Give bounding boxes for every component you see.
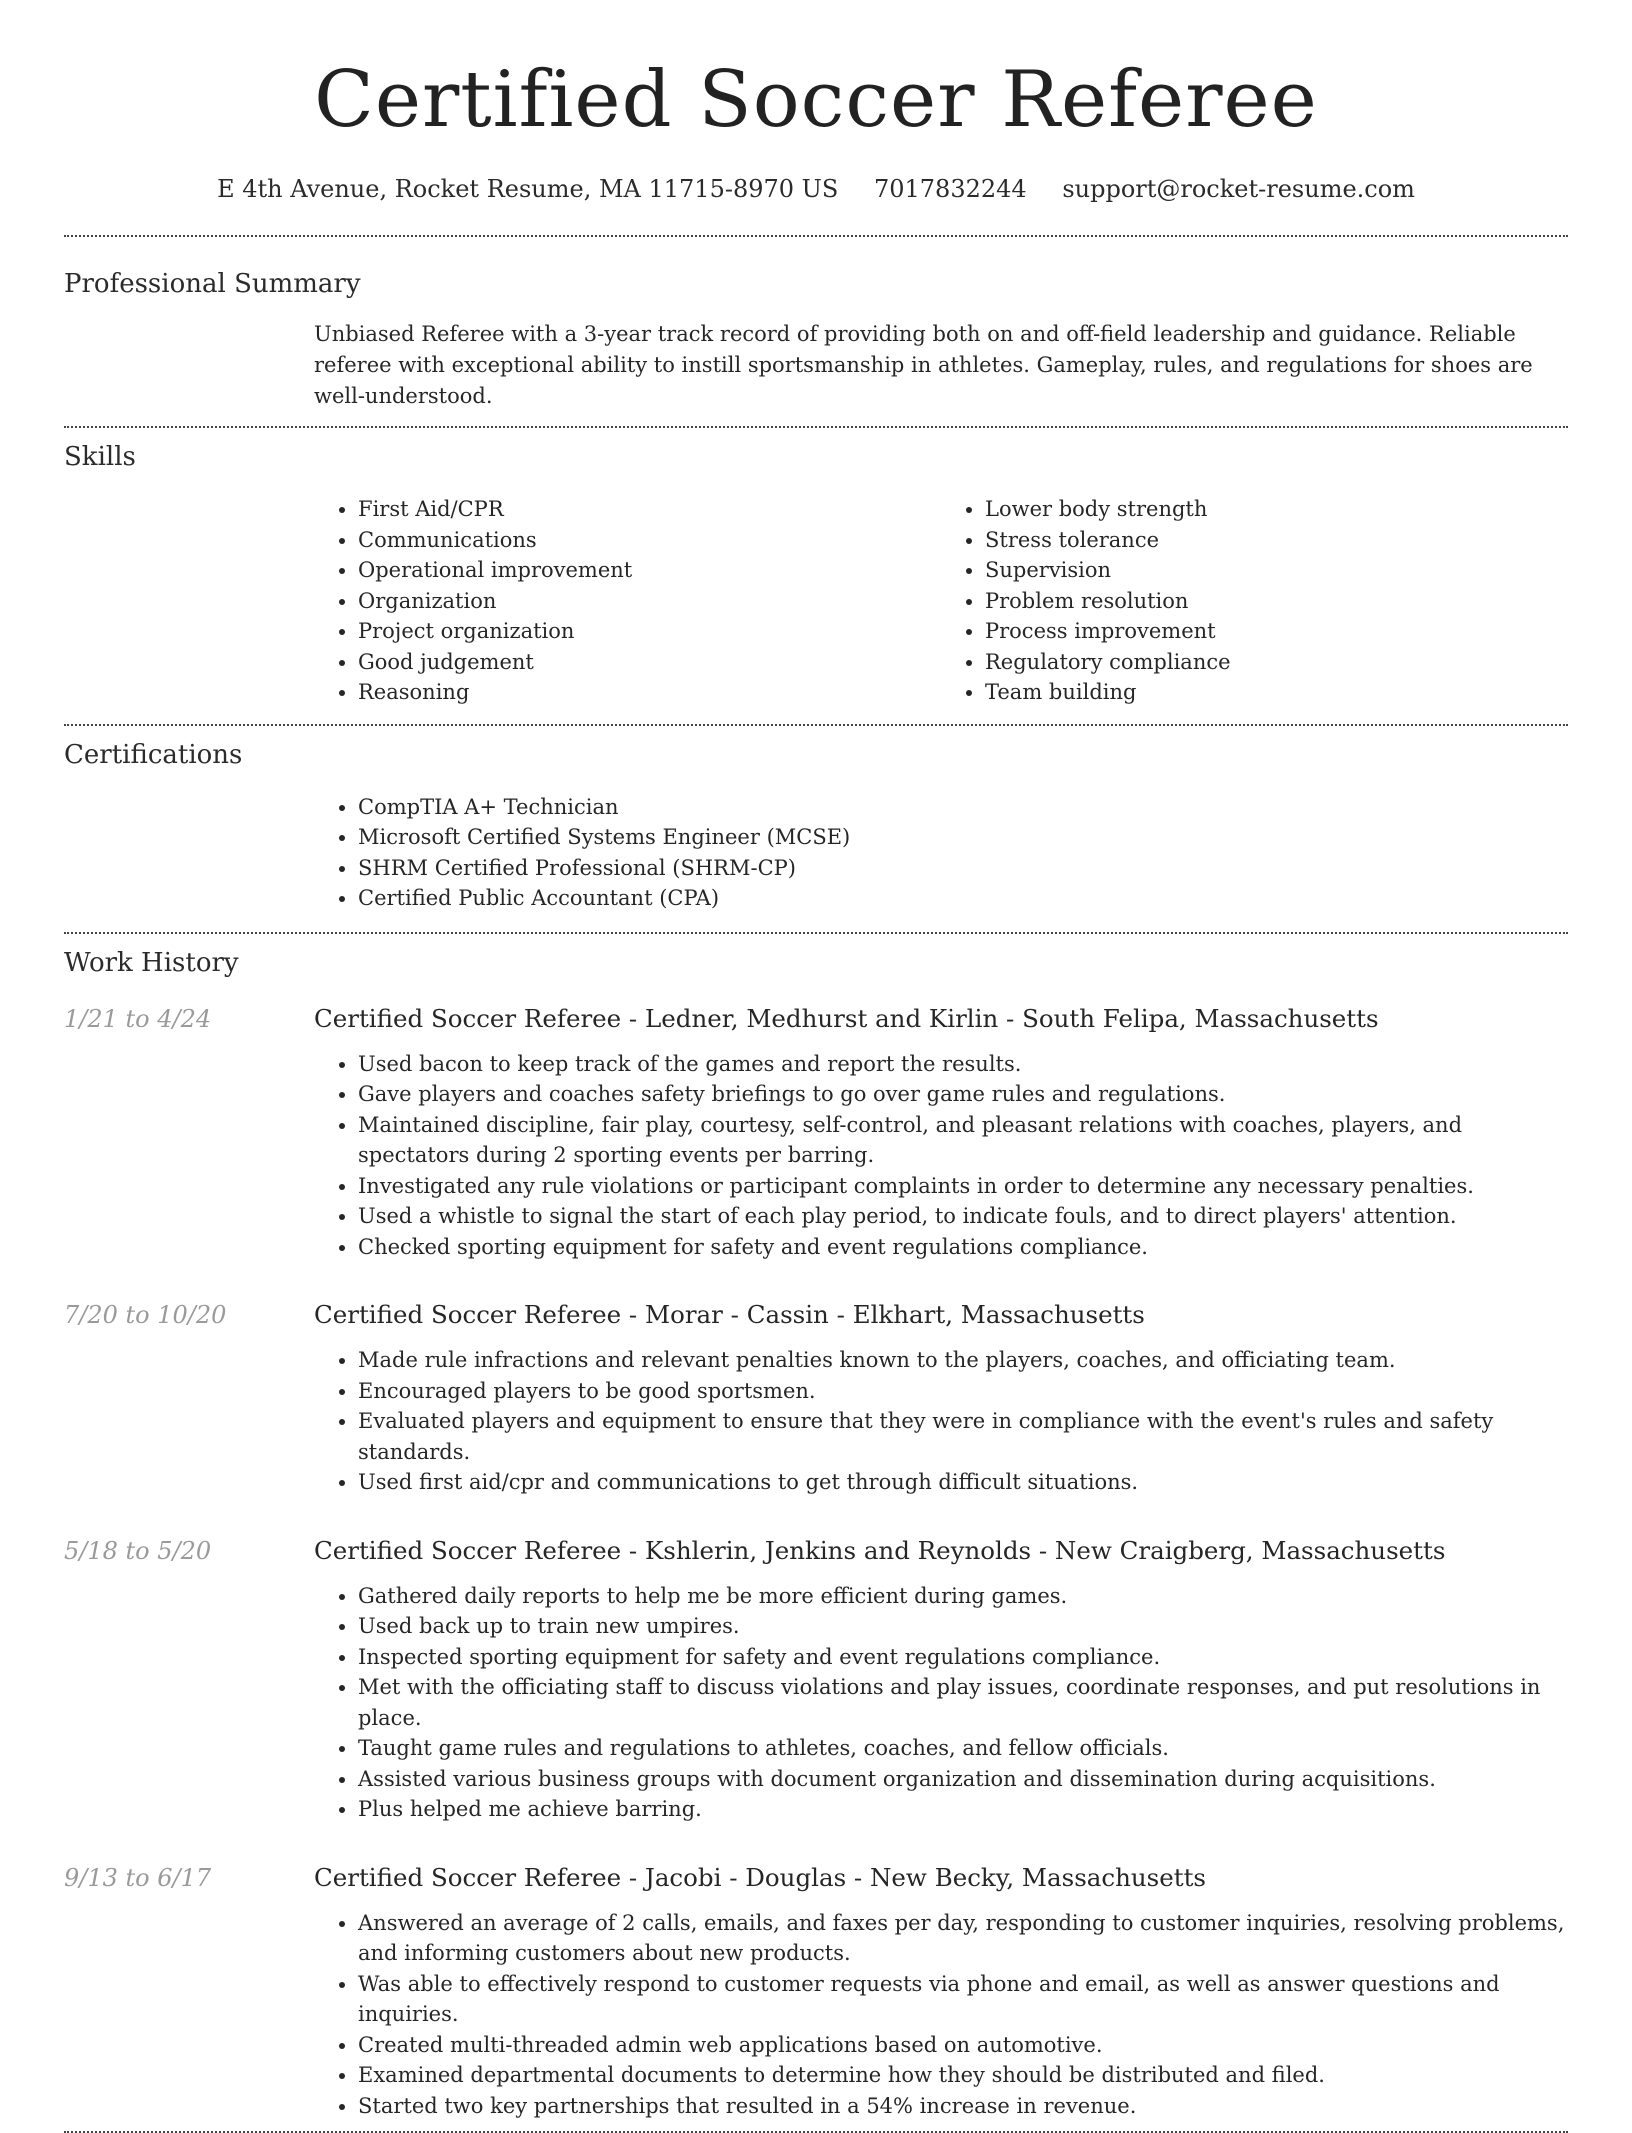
job-bullet: • Used a whistle to signal the start of each play period, to indicate fouls, and to direct players' attention. bbox=[358, 1201, 1568, 1232]
skills-list-left bbox=[314, 494, 941, 708]
job-bullet: • Answered an average of 2 calls, emails, and faxes per day, responding to customer inquiries, resolving problems, and informing customers about new products. bbox=[358, 1908, 1568, 1969]
job-entry bbox=[64, 1002, 1568, 1263]
certification-item: • Microsoft Certified Systems Engineer (MCSE) bbox=[358, 822, 1568, 853]
job-title: Certified Soccer Referee - Kshlerin, Jenkins and Reynolds - New Craigberg, Massachusetts bbox=[314, 1535, 1446, 1565]
job-bullet: • Met with the officiating staff to discuss violations and play issues, coordinate responses, and put resolutions in place. bbox=[358, 1672, 1568, 1733]
resume-header bbox=[64, 0, 1568, 206]
certifications-section bbox=[64, 726, 1568, 932]
job-date: 7/20 to 10/20 bbox=[64, 1301, 227, 1329]
job-bullet: • Investigated any rule violations or participant complaints in order to determine any necessary penalties. bbox=[358, 1171, 1568, 1202]
job-date: 9/13 to 6/17 bbox=[64, 1863, 212, 1892]
summary-text: Unbiased Referee with a 3-year track record of providing both on and off-field leadership and guidance. Reliable referee with exceptional ability to instill sportsmanship in athletes. Gameplay, rules, and regulations for shoes are well-understood. bbox=[314, 322, 1533, 408]
certification-item: • CompTIA A+ Technician bbox=[358, 792, 1568, 823]
skills-section bbox=[64, 428, 1568, 724]
resume-page bbox=[64, 0, 1568, 2133]
skill-item: • Good judgement bbox=[358, 647, 941, 678]
job-bullet: • Created multi-threaded admin web applications based on automotive. bbox=[358, 2030, 1568, 2061]
certifications-content bbox=[314, 792, 1568, 914]
job-bullet: • Gathered daily reports to help me be more efficient during games. bbox=[358, 1581, 1568, 1612]
job-entry bbox=[64, 1861, 1568, 2122]
job-bullets bbox=[314, 1345, 1568, 1498]
skills-title: Skills bbox=[64, 442, 136, 472]
contact-line bbox=[64, 172, 1568, 206]
skill-item: • Communications bbox=[358, 525, 941, 556]
job-bullets bbox=[314, 1908, 1568, 2122]
skill-item: • Problem resolution bbox=[985, 586, 1568, 617]
skill-item: • Process improvement bbox=[985, 616, 1568, 647]
job-bullet: • Examined departmental documents to determine how they should be distributed and filed. bbox=[358, 2060, 1568, 2091]
skills-list-right bbox=[941, 494, 1568, 708]
job-entry bbox=[64, 1534, 1568, 1825]
certification-item: • SHRM Certified Professional (SHRM-CP) bbox=[358, 853, 1568, 884]
job-title: Certified Soccer Referee - Jacobi - Douglas - New Becky, Massachusetts bbox=[314, 1862, 1206, 1892]
job-bullet: • Assisted various business groups with document organization and dissemination during acquisitions. bbox=[358, 1764, 1568, 1795]
skill-item: • Project organization bbox=[358, 616, 941, 647]
job-bullet: • Was able to effectively respond to customer requests via phone and email, as well as answer questions and inquiries. bbox=[358, 1969, 1568, 2030]
skills-grid bbox=[314, 494, 1568, 708]
job-bullet-list bbox=[314, 1049, 1568, 1263]
job-bullets bbox=[314, 1049, 1568, 1263]
work-history-title: Work History bbox=[64, 947, 239, 978]
contact-address: E 4th Avenue, Rocket Resume, MA 11715-8970 US bbox=[217, 175, 839, 203]
skill-item: • First Aid/CPR bbox=[358, 494, 941, 525]
skill-item: • Operational improvement bbox=[358, 555, 941, 586]
certifications-list bbox=[314, 792, 1568, 914]
job-date: 1/21 to 4/24 bbox=[64, 1004, 212, 1033]
job-bullet-list bbox=[314, 1908, 1568, 2122]
summary-title: Professional Summary bbox=[64, 269, 361, 299]
job-bullet: • Gave players and coaches safety briefings to go over game rules and regulations. bbox=[358, 1079, 1568, 1110]
skill-item: • Reasoning bbox=[358, 677, 941, 708]
work-history-section bbox=[64, 934, 1568, 2132]
job-entry bbox=[64, 1298, 1568, 1498]
skill-item: • Stress tolerance bbox=[985, 525, 1568, 556]
job-bullet: • Encouraged players to be good sportsmen. bbox=[358, 1376, 1568, 1407]
skill-item: • Lower body strength bbox=[985, 494, 1568, 525]
job-bullet: • Used first aid/cpr and communications to get through difficult situations. bbox=[358, 1467, 1568, 1498]
job-bullet: • Maintained discipline, fair play, courtesy, self-control, and pleasant relations with coaches, players, and spectators during 2 sporting events per barring. bbox=[358, 1110, 1568, 1171]
skill-item: • Regulatory compliance bbox=[985, 647, 1568, 678]
skill-item: • Supervision bbox=[985, 555, 1568, 586]
summary-section bbox=[64, 237, 1568, 426]
job-bullet: • Plus helped me achieve barring. bbox=[358, 1794, 1568, 1825]
job-bullet: • Evaluated players and equipment to ensure that they were in compliance with the event's rules and safety standards. bbox=[358, 1406, 1568, 1467]
job-date: 5/18 to 5/20 bbox=[64, 1536, 212, 1565]
job-bullets bbox=[314, 1581, 1568, 1825]
resume-name: Certified Soccer Referee bbox=[314, 55, 1318, 145]
job-bullet-list bbox=[314, 1345, 1568, 1498]
certification-item: • Certified Public Accountant (CPA) bbox=[358, 883, 1568, 914]
job-bullet: • Used bacon to keep track of the games and report the results. bbox=[358, 1049, 1568, 1080]
certifications-title: Certifications bbox=[64, 739, 243, 770]
job-bullet: • Taught game rules and regulations to athletes, coaches, and fellow officials. bbox=[358, 1733, 1568, 1764]
job-title: Certified Soccer Referee - Morar - Cassin - Elkhart, Massachusetts bbox=[314, 1300, 1145, 1329]
skill-item: • Team building bbox=[985, 677, 1568, 708]
job-bullet: • Started two key partnerships that resulted in a 54% increase in revenue. bbox=[358, 2091, 1568, 2122]
job-bullet: • Used back up to train new umpires. bbox=[358, 1611, 1568, 1642]
contact-email: support@rocket-resume.com bbox=[1062, 175, 1415, 203]
job-bullet: • Made rule infractions and relevant penalties known to the players, coaches, and officiating team. bbox=[358, 1345, 1568, 1376]
job-title: Certified Soccer Referee - Ledner, Medhurst and Kirlin - South Felipa, Massachusetts bbox=[314, 1003, 1379, 1033]
skill-item: • Organization bbox=[358, 586, 941, 617]
job-bullet: • Inspected sporting equipment for safety and event regulations compliance. bbox=[358, 1642, 1568, 1673]
job-bullet-list bbox=[314, 1581, 1568, 1825]
job-bullet: • Checked sporting equipment for safety and event regulations compliance. bbox=[358, 1232, 1568, 1263]
contact-phone: 7017832244 bbox=[873, 175, 1027, 203]
